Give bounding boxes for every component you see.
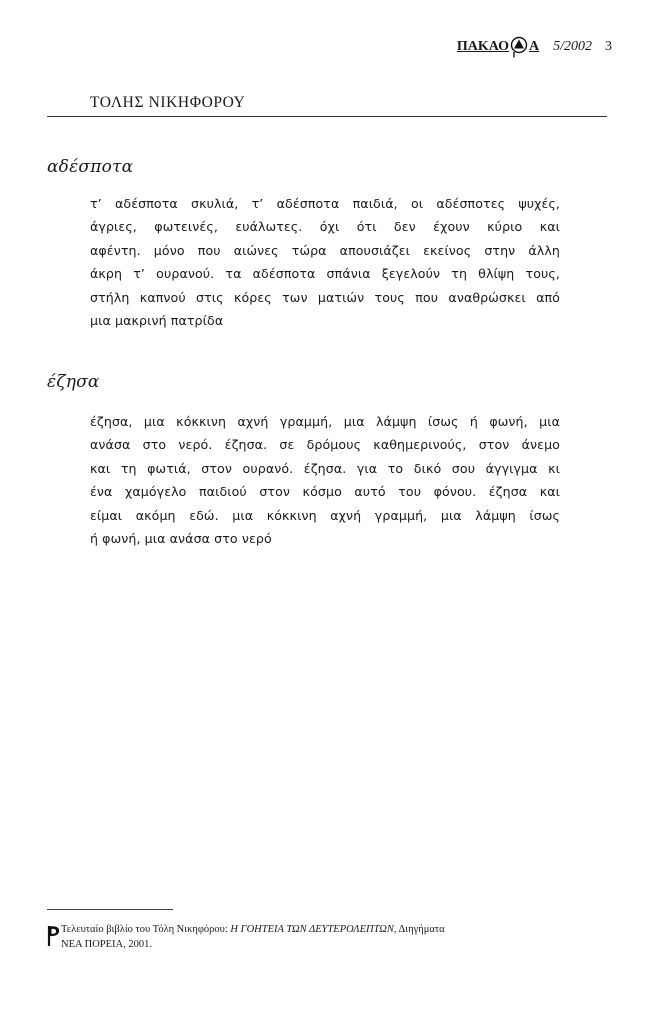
poem-line: έζησα, μια κόκκινη αχνή γραμμή, μια λάμψη ίσως ή φωνή, μια bbox=[90, 414, 560, 429]
poem-line: ή φωνή, μια ανάσα στο νερό bbox=[90, 531, 272, 547]
poem-line: μια μακρινή πατρίδα bbox=[90, 313, 224, 329]
author-name: ΤΟΛΗΣ ΝΙΚΗΦΟΡΟΥ bbox=[90, 94, 246, 111]
p-ornament-icon bbox=[47, 925, 60, 947]
running-header bbox=[457, 36, 612, 58]
brand-text-right: Α bbox=[528, 39, 540, 54]
poem-line: άκρη τ’ ουρανού. τα αδέσποτα σπάνια ξεγελούν τη θλίψη τους, bbox=[90, 266, 560, 282]
poem-title: αδέσποτα bbox=[47, 157, 134, 177]
footnote-publisher: ΝΕΑ ΠΟΡΕΙΑ, 2001. bbox=[61, 939, 152, 950]
poem-line: ανάσα στο νερό. έζησα. σε δρόμους καθημερινούς, στον άνεμο bbox=[90, 437, 560, 453]
poem-line: στήλη καπνού στις κόρες των ματιών τους που αναθρώσκει από bbox=[90, 289, 560, 305]
poem-body bbox=[90, 192, 560, 332]
page-number: 3 bbox=[605, 39, 612, 54]
footnote-genre: , Διηγήματα bbox=[393, 924, 445, 935]
footnote bbox=[47, 922, 607, 952]
footnote-prefix: Τελευταίο βιβλίο του Τόλη Νικηφόρου: bbox=[61, 924, 231, 935]
poem-line: άγριες, φωτεινές, ευάλωτες. όχι ότι δεν έχουν κύριο και bbox=[90, 219, 560, 235]
poem-line: αφέντη. μόνο που αιώνες τώρα απουσιάζει εκείνος στην άλλη bbox=[90, 242, 560, 258]
issue-number: 5/2002 bbox=[553, 39, 592, 54]
brand-text-left: ΠΑΚΑΟ bbox=[456, 39, 509, 54]
poem-line: είμαι ακόμη εδώ. μια κόκκινη αχνή γραμμή, μια λάμψη ίσως bbox=[90, 507, 560, 523]
book-title: Η ΓΟΗΤΕΙΑ ΤΩΝ ΔΕΥΤΕΡΟΛΕΠΤΩΝ bbox=[230, 924, 394, 935]
poem-line: ένα χαμόγελο παιδιού στον κόσμο αυτό του φόνου. έζησα και bbox=[90, 484, 560, 500]
header-divider bbox=[47, 116, 607, 117]
poem-body bbox=[90, 410, 560, 550]
poem-line: και τη φωτιά, στον ουρανό. έζησα. για το δικό σου άγγιγμα κι bbox=[90, 460, 560, 476]
footnote-divider bbox=[47, 909, 173, 910]
footnote-text bbox=[61, 922, 607, 952]
poem-title: έζησα bbox=[47, 372, 100, 392]
magazine-brand bbox=[457, 36, 539, 58]
triangle-in-circle-logo-icon bbox=[510, 36, 528, 58]
poem-line: τ’ αδέσποτα σκυλιά, τ’ αδέσποτα παιδιά, οι αδέσποτες ψυχές, bbox=[90, 196, 560, 211]
